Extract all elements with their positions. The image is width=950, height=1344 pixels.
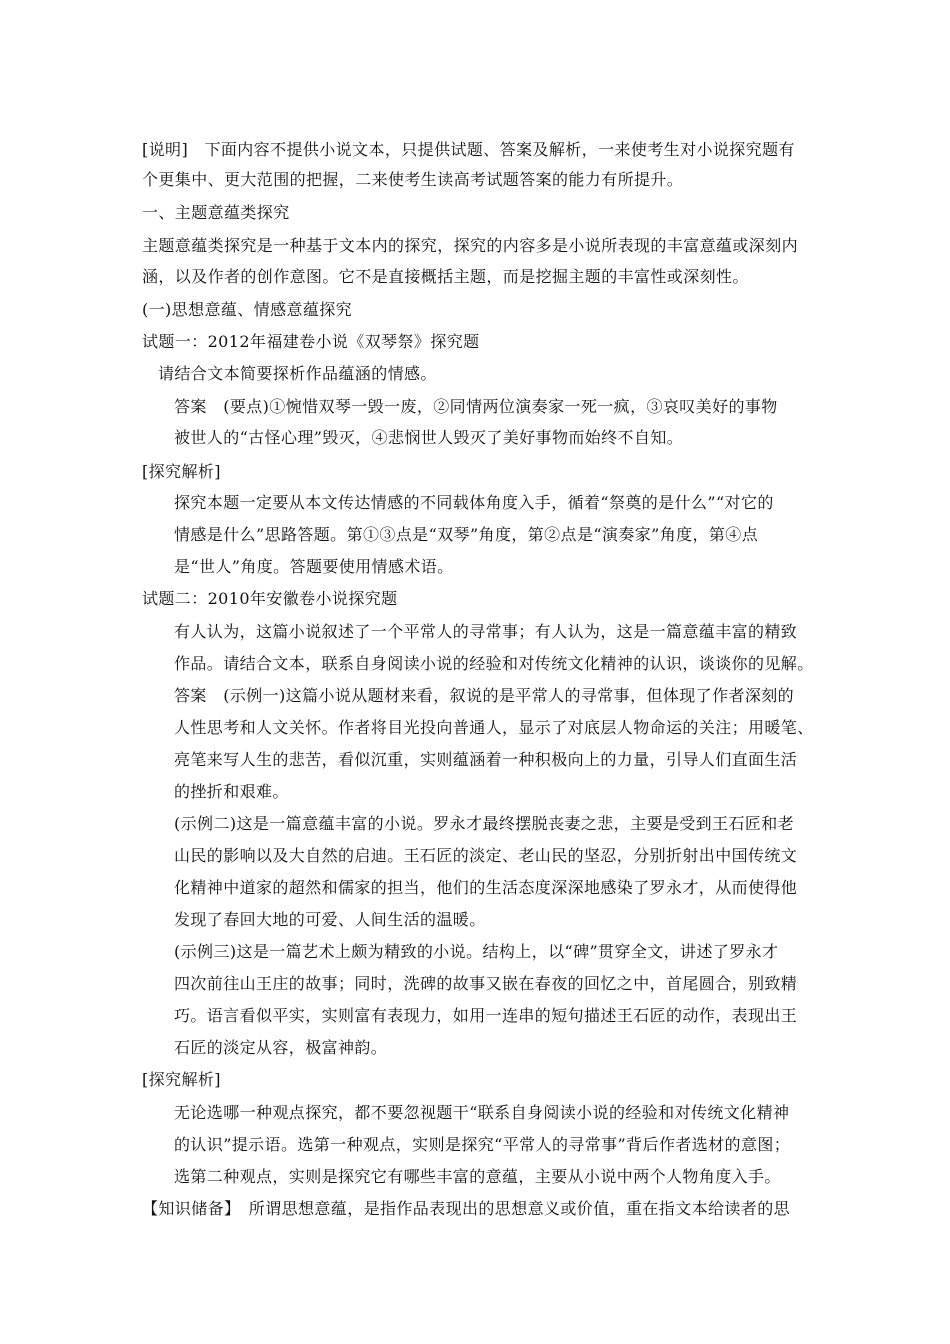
section-heading: 一、主题意蕴类探究 [142, 203, 290, 222]
analysis-heading: [探究解析] [142, 462, 221, 481]
analysis-text: 是“世人”角度。答题要使用情感术语。 [174, 557, 454, 576]
answer-text: 发现了春回大地的可爱、人间生活的温暖。 [174, 910, 486, 929]
knowledge-text: 【知识储备】 所谓思想意蕴，是指作品表现出的思想意义或价值，重在指文本给读者的思 [142, 1199, 791, 1218]
answer-text: 山民的影响以及大自然的启迪。王石匠的淡定、老山民的坚忍，分别折射出中国传统文 [174, 846, 798, 865]
text-line: 主题意蕴类探究是一种基于文本内的探究，探究的内容多是小说所表现的丰富意蕴或深刻内 [142, 236, 799, 255]
answer-text: 答案 (要点)①惋惜双琴一毁一废，②同情两位演奏家一死一疯，③哀叹美好的事物 [174, 397, 778, 416]
answer-text: 巧。语言看似平实，实则富有表现力，如用一连串的短句描述王石匠的动作，表现出王 [174, 1006, 798, 1025]
answer-text: 的挫折和艰难。 [174, 782, 289, 801]
analysis-text: 情感是什么”思路答题。第①③点是“双琴”角度，第②点是“演奏家”角度，第④点 [174, 525, 759, 544]
text-line: 涵，以及作者的创作意图。它不是直接概括主题，而是挖掘主题的丰富性或深刻性。 [142, 267, 749, 286]
subsection-heading: (一)思想意蕴、情感意蕴探究 [142, 300, 353, 319]
answer-text: 四次前往山王庄的故事；同时，洗碑的故事又嵌在春夜的回忆之中，首尾圆合，别致精 [174, 974, 798, 993]
answer-text: 人性思考和人文关怀。作者将目光投向普通人，显示了对底层人物命运的关注；用暖笔、 [174, 718, 814, 737]
answer-text: (示例三)这是一篇艺术上颇为精致的小说。结构上，以“碑”贯穿全文，讲述了罗永才 [174, 942, 779, 961]
question-text: 请结合文本简要探析作品蕴涵的情感。 [158, 364, 437, 383]
analysis-text: 探究本题一定要从本文传达情感的不同载体角度入手，循着“祭奠的是什么”“对它的 [174, 493, 774, 512]
answer-text: 被世人的“古怪心理”毁灭，④悲悯世人毁灭了美好事物而始终不自知。 [174, 428, 684, 447]
answer-text: 亮笔来写人生的悲苦，看似沉重，实则蕴涵着一种积极向上的力量，引导人们直面生活 [174, 750, 798, 769]
text-line: [说明] 下面内容不提供小说文本，只提供试题、答案及解析，一来使考生对小说探究题有 [142, 140, 795, 159]
analysis-text: 的认识”提示语。选第一种观点，实则是探究“平常人的寻常事”背后作者选材的意图； [174, 1135, 791, 1154]
question-title: 试题一：2012年福建卷小说《双琴祭》探究题 [142, 332, 480, 351]
question-title: 试题二：2010年安徽卷小说探究题 [142, 589, 398, 608]
answer-text: 化精神中道家的超然和儒家的担当，他们的生活态度深深地感染了罗永才，从而使得他 [174, 878, 798, 897]
question-text: 有人认为，这篇小说叙述了一个平常人的寻常事；有人认为，这是一篇意蕴丰富的精致 [174, 622, 798, 641]
answer-text: (示例二)这是一篇意蕴丰富的小说。罗永才最终摆脱丧妻之悲，主要是受到王石匠和老 [174, 814, 795, 833]
question-text: 作品。请结合文本，联系自身阅读小说的经验和对传统文化精神的认识，谈谈你的见解。 [174, 654, 814, 673]
analysis-heading: [探究解析] [142, 1070, 221, 1089]
text-line: 个更集中、更大范围的把握，二来使考生读高考试题答案的能力有所提升。 [142, 170, 684, 189]
answer-text: 答案 (示例一)这篇小说从题材来看，叙说的是平常人的寻常事，但体现了作者深刻的 [174, 686, 795, 705]
answer-text: 石匠的淡定从容，极富神韵。 [174, 1038, 388, 1057]
analysis-text: 选第二种观点，实则是探究它有哪些丰富的意蕴，主要从小说中两个人物角度入手。 [174, 1167, 781, 1186]
analysis-text: 无论选哪一种观点探究，都不要忽视题干“联系自身阅读小说的经验和对传统文化精神 [174, 1103, 790, 1122]
